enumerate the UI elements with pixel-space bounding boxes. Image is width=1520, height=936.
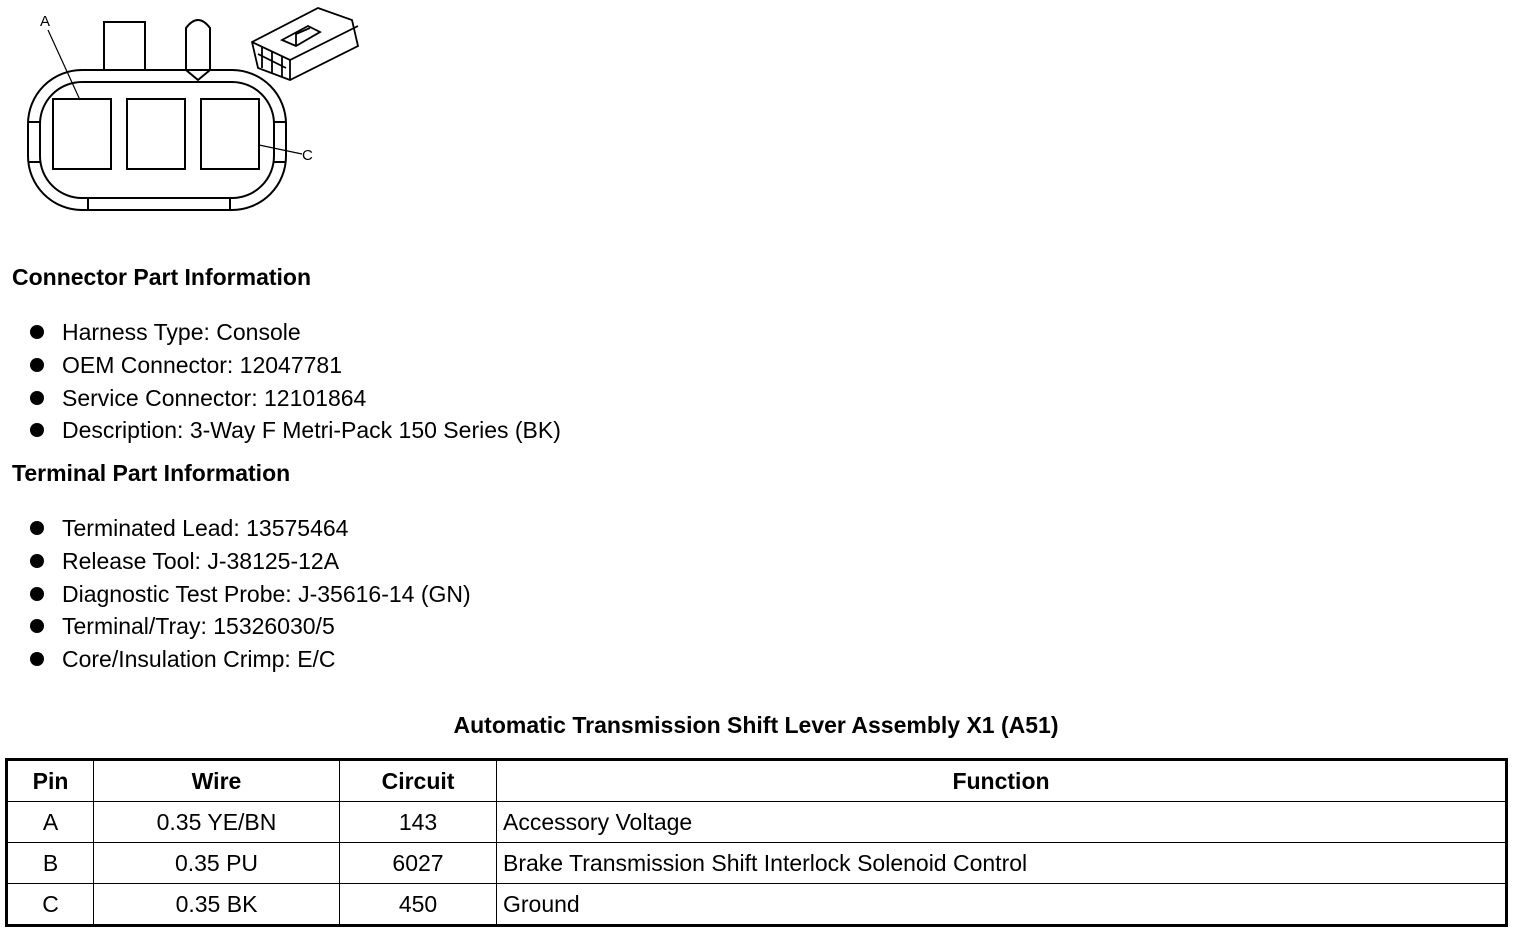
diagram-label-c: C xyxy=(302,147,313,164)
cell-circuit: 6027 xyxy=(340,843,497,884)
bullet-icon xyxy=(30,521,44,535)
cavity-c xyxy=(201,99,259,169)
terminal-part-info-list xyxy=(28,512,471,676)
cell-function: Brake Transmission Shift Interlock Solenoid Control xyxy=(497,843,1507,884)
table-row xyxy=(7,802,1507,843)
connector-diagram xyxy=(0,0,380,230)
cell-pin: C xyxy=(7,884,94,926)
list-item: Harness Type: Console xyxy=(28,316,561,349)
header-circuit: Circuit xyxy=(340,760,497,802)
connector-part-info-list xyxy=(28,316,561,447)
connector-key-tab xyxy=(104,22,145,70)
cell-circuit: 450 xyxy=(340,884,497,926)
list-item: Diagnostic Test Probe: J-35616-14 (GN) xyxy=(28,578,471,611)
list-item: Terminal/Tray: 15326030/5 xyxy=(28,610,471,643)
table-row xyxy=(7,884,1507,926)
cell-function: Accessory Voltage xyxy=(497,802,1507,843)
cell-wire: 0.35 YE/BN xyxy=(94,802,340,843)
table-title: Automatic Transmission Shift Lever Assembly X1 (A51) xyxy=(453,712,1059,738)
diagram-label-a: A xyxy=(40,13,51,30)
cavity-a xyxy=(53,99,111,169)
cell-wire: 0.35 PU xyxy=(94,843,340,884)
table-header-row xyxy=(7,760,1507,802)
cell-wire: 0.35 BK xyxy=(94,884,340,926)
bullet-icon xyxy=(30,619,44,633)
bullet-icon xyxy=(30,325,44,339)
bullet-icon xyxy=(30,423,44,437)
table-row xyxy=(7,843,1507,884)
list-item: Service Connector: 12101864 xyxy=(28,382,561,415)
list-item: Terminated Lead: 13575464 xyxy=(28,512,471,545)
bullet-icon xyxy=(30,587,44,601)
pinout-table xyxy=(5,758,1508,927)
bullet-icon xyxy=(30,358,44,372)
terminal-part-info-heading: Terminal Part Information xyxy=(12,460,291,486)
cell-circuit: 143 xyxy=(340,802,497,843)
cavity-b xyxy=(127,99,185,169)
header-pin: Pin xyxy=(7,760,94,802)
list-item: OEM Connector: 12047781 xyxy=(28,349,561,382)
connector-iso-view xyxy=(252,8,358,80)
list-item: Description: 3-Way F Metri-Pack 150 Series (BK) xyxy=(28,414,561,447)
list-item: Release Tool: J-38125-12A xyxy=(28,545,471,578)
cell-pin: B xyxy=(7,843,94,884)
header-function: Function xyxy=(497,760,1507,802)
connector-outer-shell xyxy=(28,70,286,210)
connector-part-info-heading: Connector Part Information xyxy=(12,264,312,290)
list-item: Core/Insulation Crimp: E/C xyxy=(28,643,471,676)
header-wire: Wire xyxy=(94,760,340,802)
bullet-icon xyxy=(30,554,44,568)
bullet-icon xyxy=(30,391,44,405)
bullet-icon xyxy=(30,652,44,666)
cell-function: Ground xyxy=(497,884,1507,926)
cell-pin: A xyxy=(7,802,94,843)
